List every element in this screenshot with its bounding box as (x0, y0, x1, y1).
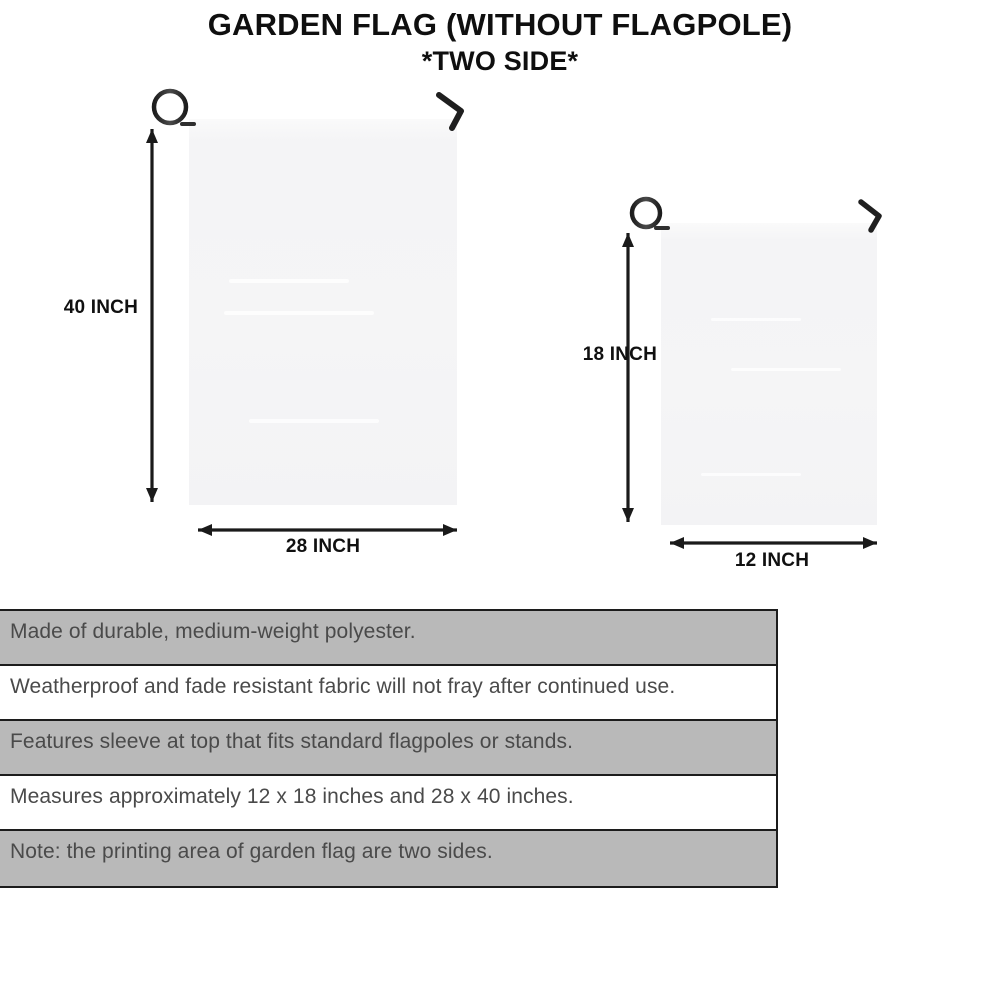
feature-panel (0, 609, 778, 888)
small-flag-height-label: 18 INCH (582, 344, 657, 365)
title-line-1: GARDEN FLAG (WITHOUT FLAGPOLE) (207, 7, 793, 42)
flagpole-loop-icon (154, 91, 186, 123)
hanger-hook-icon (439, 95, 461, 128)
feature-row: Weatherproof and fade resistant fabric will not fray after continued use. (0, 666, 776, 721)
feature-row: Features sleeve at top that fits standard flagpoles or stands. (0, 721, 776, 776)
feature-row: Measures approximately 12 x 18 inches and 28 x 40 inches. (0, 776, 776, 831)
flagpole-loop-icon (632, 199, 660, 227)
title-line-2: *TWO SIDE* (421, 46, 579, 76)
large-flag-height-label: 40 INCH (63, 297, 138, 318)
hanger-hook-icon (861, 202, 879, 230)
feature-row: Made of durable, medium-weight polyester. (0, 611, 776, 666)
large-flag-width-label: 28 INCH (285, 536, 361, 557)
small-flag-width-label: 12 INCH (734, 550, 810, 571)
feature-row: Note: the printing area of garden flag are two sides. (0, 831, 776, 886)
